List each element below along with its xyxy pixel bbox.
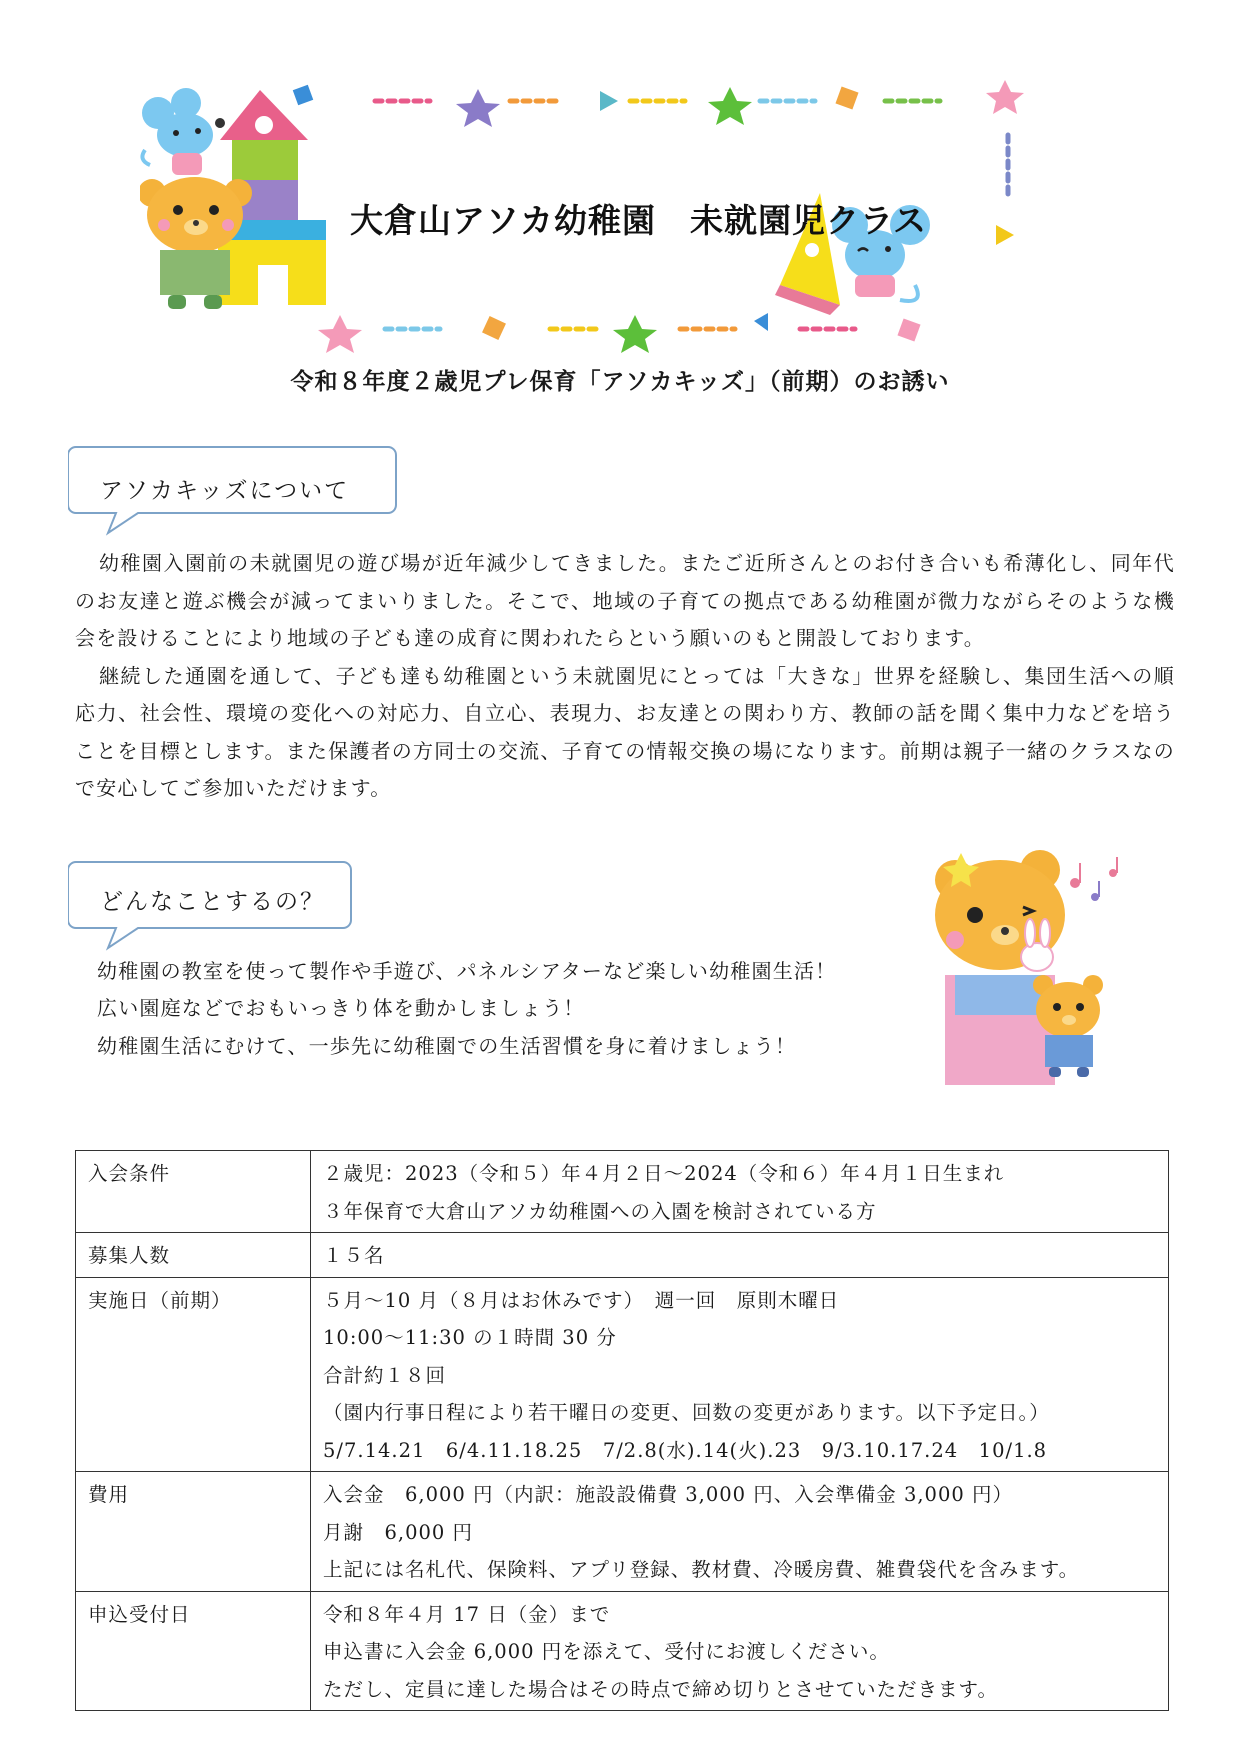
row-value-conditions bbox=[311, 1151, 1169, 1233]
triangle-icon bbox=[996, 225, 1014, 245]
row-label-capacity: 募集人数 bbox=[76, 1233, 311, 1278]
cell-line: 合計約１８回 bbox=[323, 1363, 447, 1387]
bear-family-illustration bbox=[915, 845, 1135, 1085]
star-icon bbox=[708, 87, 752, 125]
cell-line: ５月～10 月（８月はお休みです） 週一回 原則木曜日 bbox=[323, 1288, 840, 1312]
table-row bbox=[76, 1591, 1169, 1711]
table-row bbox=[76, 1233, 1169, 1278]
activity-item-3: 幼稚園生活にむけて、一歩先に幼稚園での生活習慣を身に着けましょう！ bbox=[97, 1034, 797, 1058]
about-text bbox=[75, 545, 1175, 808]
table-row bbox=[76, 1151, 1169, 1233]
cell-line: 上記には名札代、保険料、アプリ登録、教材費、冷暖房費、雑費袋代を含みます。 bbox=[323, 1558, 1080, 1581]
row-value-application bbox=[311, 1591, 1169, 1711]
star-icon bbox=[986, 80, 1024, 114]
square-icon bbox=[835, 86, 858, 109]
about-paragraph-2: 継続した通園を通して、子ども達も幼稚園という未就園児にとっては「大きな」世界を経験し、集団生活への順応力、社会性、環境の変化への対応力、自立心、表現力、お友達との関わり方、教師の話を聞く集中力などを培うことを目標とします。また保護者の方同士の交流、子育ての情報交換の場になります。前期は親子一緒のクラスなので安心してご参加いただけます。 bbox=[75, 663, 1175, 800]
section-heading-activities: どんなことするの？ bbox=[100, 889, 325, 915]
cell-line: 月謝 6,000 円 bbox=[323, 1520, 474, 1544]
info-table bbox=[75, 1150, 1169, 1711]
banner-title: 大倉山アソカ幼稚園 未就園児クラス bbox=[350, 201, 928, 240]
row-value-fees bbox=[311, 1472, 1169, 1592]
row-label-conditions: 入会条件 bbox=[76, 1151, 311, 1233]
cell-line: ただし、定員に達した場合はその時点で締め切りとさせていただきます。 bbox=[323, 1677, 998, 1701]
triangle-icon bbox=[754, 313, 768, 331]
triangle-icon bbox=[600, 91, 618, 111]
star-icon bbox=[456, 89, 500, 127]
row-value-capacity bbox=[311, 1233, 1169, 1278]
mouse-character-icon bbox=[142, 88, 225, 175]
about-paragraph-1: 幼稚園入園前の未就園児の遊び場が近年減少してきました。またご近所さんとのお付き合いも希薄化し、同年代のお友達と遊ぶ機会が減ってまいりました。そこで、地域の子育ての拠点である幼稚園が微力ながらそのような機会を設けることにより地域の子ども達の成育に関われたらという願いのもと開設しております。 bbox=[75, 551, 1175, 650]
cell-line: 10:00～11:30 の１時間 30 分 bbox=[323, 1326, 617, 1349]
cell-line: （園内行事日程により若干曜日の変更、回数の変更があります。以下予定日。） bbox=[323, 1401, 1050, 1424]
row-value-schedule bbox=[311, 1277, 1169, 1472]
section-heading-about: アソカキッズについて bbox=[100, 478, 350, 504]
cell-line: １５名 bbox=[323, 1244, 385, 1267]
table-row bbox=[76, 1472, 1169, 1592]
square-icon bbox=[482, 316, 506, 340]
cell-line: ３年保育で大倉山アソカ幼稚園への入園を検討されている方 bbox=[323, 1199, 877, 1223]
music-note-icon bbox=[1070, 857, 1118, 901]
activity-item-1: 幼稚園の教室を使って製作や手遊び、パネルシアターなど楽しい幼稚園生活！ bbox=[97, 959, 837, 983]
star-icon bbox=[318, 315, 362, 353]
row-label-fees: 費用 bbox=[76, 1472, 311, 1592]
cell-line: ２歳児：2023（令和５）年４月２日～2024（令和６）年４月１日生まれ bbox=[323, 1162, 1005, 1185]
star-icon bbox=[613, 315, 657, 353]
cell-line: 申込書に入会金 6,000 円を添えて、受付にお渡しください。 bbox=[323, 1640, 890, 1663]
cell-line: 令和８年４月 17 日（金）まで bbox=[323, 1602, 611, 1626]
page-subtitle: 令和８年度２歳児プレ保育「アソカキッズ」（前期）のお誘い bbox=[290, 368, 950, 395]
activity-item-2: 広い園庭などでおもいっきり体を動かしましょう！ bbox=[97, 996, 585, 1020]
table-row bbox=[76, 1277, 1169, 1472]
row-label-application: 申込受付日 bbox=[76, 1591, 311, 1711]
square-icon bbox=[293, 85, 314, 106]
row-label-schedule: 実施日（前期） bbox=[76, 1277, 311, 1472]
square-icon bbox=[897, 318, 920, 341]
cell-line: 入会金 6,000 円（内訳：施設設備費 3,000 円、入会準備金 3,000 円） bbox=[323, 1483, 1013, 1506]
cell-line: 5/7.14.21 6/4.11.18.25 7/2.8(水).14(火).23 9/3.10.17.24 10/1.8 bbox=[323, 1438, 1048, 1462]
